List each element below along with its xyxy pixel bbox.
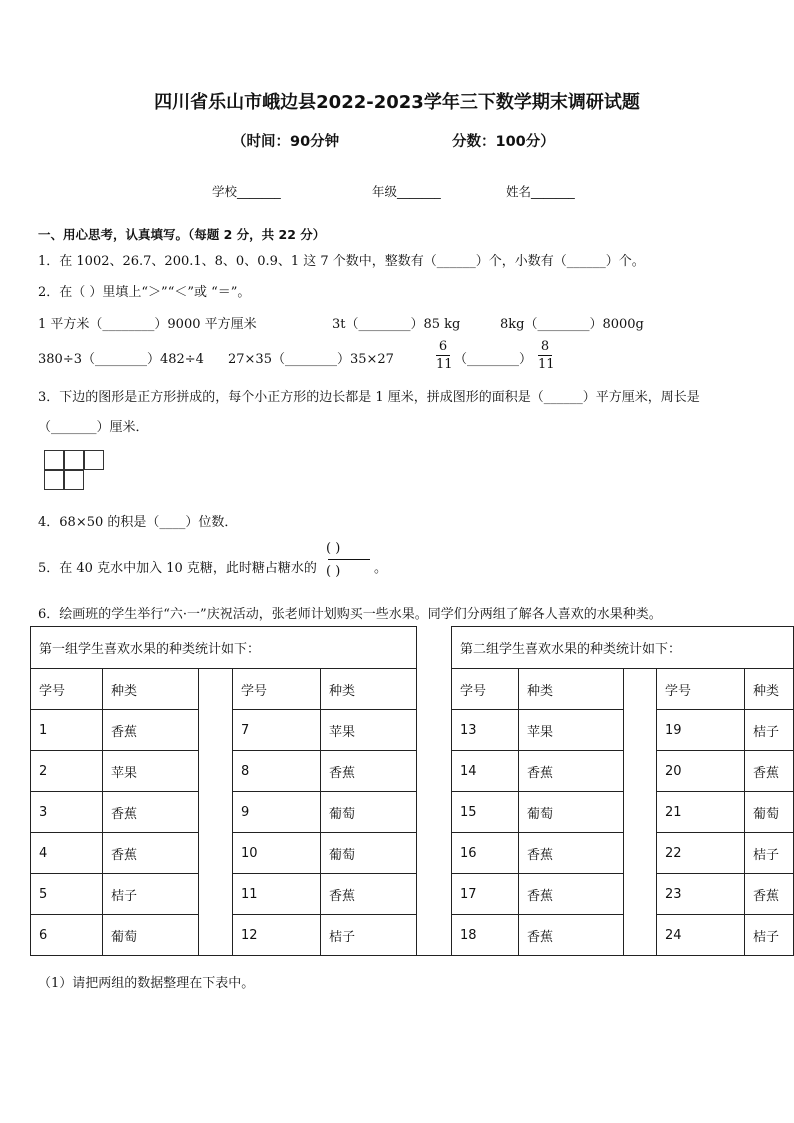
compare-item: 27×35（________）35×27 bbox=[228, 352, 394, 367]
table-row bbox=[31, 915, 794, 956]
table-gap bbox=[199, 710, 233, 751]
student-id: 7 bbox=[233, 710, 321, 751]
fruit-type: 香蕉 bbox=[519, 833, 624, 874]
fraction-6-11 bbox=[436, 338, 453, 373]
table-gap bbox=[417, 915, 452, 956]
table-gap bbox=[624, 874, 657, 915]
col-header: 学号 bbox=[31, 669, 103, 710]
fruit-type: 苹果 bbox=[321, 710, 417, 751]
col-header: 学号 bbox=[233, 669, 321, 710]
table-header-row bbox=[31, 669, 794, 710]
unit-square bbox=[64, 470, 84, 490]
question-3: 3．下边的图形是正方形拼成的，每个小正方形的边长都是 1 厘米，拼成图形的面积是（______）平方厘米，周长是 bbox=[38, 390, 700, 405]
fruit-type: 苹果 bbox=[519, 710, 624, 751]
fruit-type: 香蕉 bbox=[321, 874, 417, 915]
table-gap bbox=[199, 874, 233, 915]
student-id: 13 bbox=[452, 710, 519, 751]
question-5: 5．在 40 克水中加入 10 克糖，此时糖占糖水的 bbox=[38, 561, 317, 576]
fruit-type: 桔子 bbox=[745, 833, 794, 874]
fraction-8-11 bbox=[538, 338, 555, 373]
fruit-type: 葡萄 bbox=[519, 792, 624, 833]
fruit-type: 葡萄 bbox=[103, 915, 199, 956]
page-title: 四川省乐山市峨边县2022-2023学年三下数学期末调研试题 bbox=[154, 92, 640, 113]
school-field[interactable]: 学校_______ bbox=[212, 184, 281, 199]
fruit-type: 香蕉 bbox=[519, 874, 624, 915]
compare-item: 3t（________）85 kg bbox=[332, 317, 461, 332]
table-gap bbox=[417, 669, 452, 710]
fraction-blank-top: ( ) bbox=[326, 541, 341, 556]
student-id: 10 bbox=[233, 833, 321, 874]
table-gap bbox=[417, 751, 452, 792]
unit-square bbox=[44, 470, 64, 490]
student-id: 4 bbox=[31, 833, 103, 874]
fraction-bar bbox=[328, 559, 370, 560]
question-2: 2．在（ ）里填上“＞”“＜”或 “＝”。 bbox=[38, 285, 251, 300]
col-header: 种类 bbox=[519, 669, 624, 710]
table-row bbox=[31, 710, 794, 751]
student-id: 2 bbox=[31, 751, 103, 792]
student-id: 1 bbox=[31, 710, 103, 751]
student-id: 3 bbox=[31, 792, 103, 833]
fruit-type: 桔子 bbox=[745, 915, 794, 956]
student-id: 19 bbox=[657, 710, 745, 751]
group2-title: 第二组学生喜欢水果的种类统计如下： bbox=[452, 627, 794, 669]
question-6-part-1: （1）请把两组的数据整理在下表中。 bbox=[38, 976, 255, 991]
table-gap bbox=[417, 627, 452, 669]
question-5-end: 。 bbox=[374, 561, 388, 576]
fruit-type: 葡萄 bbox=[745, 792, 794, 833]
student-id: 6 bbox=[31, 915, 103, 956]
table-gap bbox=[624, 833, 657, 874]
fruit-type: 香蕉 bbox=[519, 915, 624, 956]
table-gap bbox=[417, 710, 452, 751]
table-gap bbox=[624, 751, 657, 792]
table-gap bbox=[199, 833, 233, 874]
exam-score: 分数：100分） bbox=[452, 134, 555, 150]
fraction-denominator: 11 bbox=[436, 357, 453, 372]
student-id: 14 bbox=[452, 751, 519, 792]
student-id: 11 bbox=[233, 874, 321, 915]
table-gap bbox=[199, 915, 233, 956]
student-id: 20 bbox=[657, 751, 745, 792]
student-id: 21 bbox=[657, 792, 745, 833]
question-4: 4．68×50 的积是（____）位数． bbox=[38, 515, 238, 530]
grade-field[interactable]: 年级_______ bbox=[372, 184, 441, 199]
table-gap bbox=[417, 792, 452, 833]
student-id: 8 bbox=[233, 751, 321, 792]
name-field[interactable]: 姓名_______ bbox=[506, 184, 575, 199]
table-gap bbox=[417, 833, 452, 874]
compare-item: 380÷3（________）482÷4 bbox=[38, 352, 204, 367]
table-gap bbox=[417, 874, 452, 915]
student-id: 17 bbox=[452, 874, 519, 915]
unit-square bbox=[64, 450, 84, 470]
fruit-type: 香蕉 bbox=[745, 751, 794, 792]
compare-item: 8kg（________）8000g bbox=[500, 317, 644, 332]
col-header: 种类 bbox=[103, 669, 199, 710]
question-1: 1．在 1002、26.7、200.1、8、0、0.9、1 这 7 个数中，整数有（______）个，小数有（______）个。 bbox=[38, 254, 645, 269]
fruit-type: 香蕉 bbox=[321, 751, 417, 792]
section-heading: 一、用心思考，认真填写。（每题 2 分，共 22 分） bbox=[38, 227, 326, 242]
fruit-type: 桔子 bbox=[103, 874, 199, 915]
unit-square bbox=[84, 450, 104, 470]
student-id: 5 bbox=[31, 874, 103, 915]
table-gap bbox=[624, 710, 657, 751]
col-header: 种类 bbox=[745, 669, 794, 710]
fruit-type: 葡萄 bbox=[321, 833, 417, 874]
fruit-type: 葡萄 bbox=[321, 792, 417, 833]
student-id: 16 bbox=[452, 833, 519, 874]
table-gap bbox=[624, 792, 657, 833]
fraction-numerator: 8 bbox=[540, 339, 550, 354]
table-gap bbox=[199, 751, 233, 792]
table-gap bbox=[199, 669, 233, 710]
table-gap bbox=[199, 792, 233, 833]
fruit-type: 香蕉 bbox=[103, 833, 199, 874]
fruit-type: 桔子 bbox=[321, 915, 417, 956]
student-id: 24 bbox=[657, 915, 745, 956]
compare-blank: （________） bbox=[454, 352, 533, 367]
fruit-type: 香蕉 bbox=[519, 751, 624, 792]
table-row bbox=[31, 874, 794, 915]
fruit-type: 桔子 bbox=[745, 710, 794, 751]
fruit-type: 香蕉 bbox=[103, 792, 199, 833]
table-gap bbox=[624, 669, 657, 710]
compare-item: 1 平方米（________）9000 平方厘米 bbox=[38, 317, 257, 332]
fruit-table bbox=[30, 626, 794, 956]
table-gap bbox=[624, 915, 657, 956]
fraction-blank-bottom: ( ) bbox=[326, 564, 341, 579]
fruit-type: 香蕉 bbox=[745, 874, 794, 915]
student-id: 18 bbox=[452, 915, 519, 956]
table-row bbox=[31, 833, 794, 874]
exam-time: （时间：90分钟 bbox=[232, 134, 340, 150]
fraction-denominator: 11 bbox=[538, 357, 555, 372]
table-row bbox=[31, 792, 794, 833]
table-row bbox=[31, 751, 794, 792]
student-id: 15 bbox=[452, 792, 519, 833]
question-3-cont: （_______）厘米． bbox=[38, 420, 149, 435]
question-6: 6．绘画班的学生举行“六·一”庆祝活动，张老师计划购买一些水果。同学们分两组了解各人喜欢的水果种类。 bbox=[38, 607, 662, 622]
student-id: 23 bbox=[657, 874, 745, 915]
unit-square bbox=[44, 450, 64, 470]
student-id: 12 bbox=[233, 915, 321, 956]
fruit-type: 香蕉 bbox=[103, 710, 199, 751]
group1-title: 第一组学生喜欢水果的种类统计如下： bbox=[31, 627, 417, 669]
student-id: 9 bbox=[233, 792, 321, 833]
student-id: 22 bbox=[657, 833, 745, 874]
fraction-numerator: 6 bbox=[438, 339, 448, 354]
col-header: 学号 bbox=[657, 669, 745, 710]
fruit-type: 苹果 bbox=[103, 751, 199, 792]
col-header: 学号 bbox=[452, 669, 519, 710]
col-header: 种类 bbox=[321, 669, 417, 710]
